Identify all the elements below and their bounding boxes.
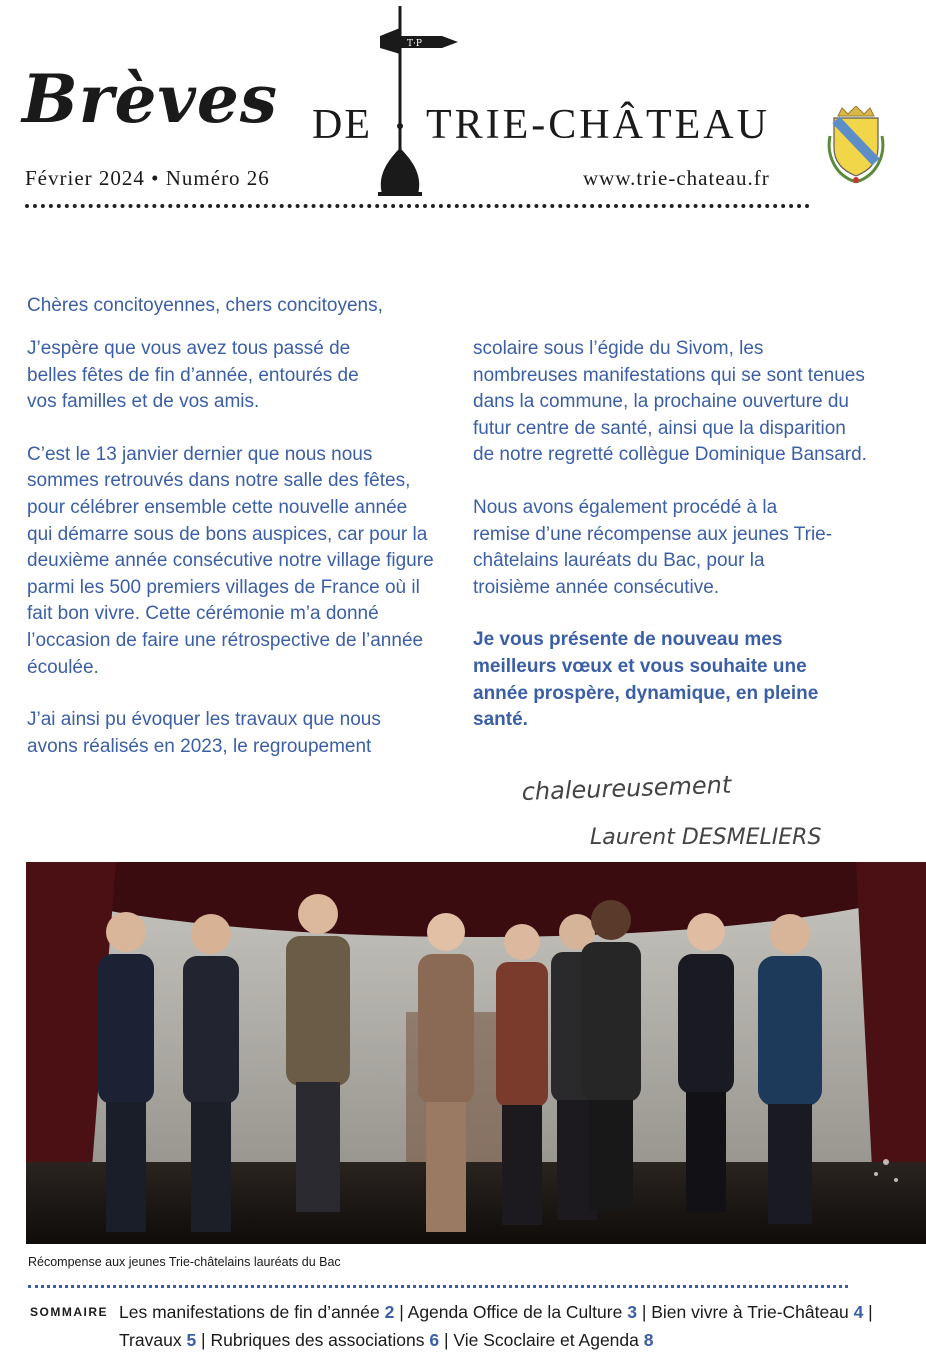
toc-page-number: 4 [853, 1302, 864, 1322]
toc-item-label: Bien vivre à Trie-Château [651, 1302, 854, 1322]
toc-page-number: 2 [384, 1302, 395, 1322]
title-town: TRIE-CHÂTEAU [426, 102, 770, 148]
group-photo [26, 862, 926, 1244]
toc-item-label: Rubriques des associations [210, 1330, 430, 1350]
header-divider [25, 204, 810, 216]
paragraph: J’espère que vous avez tous passé de belles fêtes de fin d’année, entourés de vos familles et de vos amis. [27, 338, 359, 413]
sommaire-label: SOMMAIRE [30, 1305, 108, 1319]
title-de: DE [312, 102, 372, 148]
toc-item-label: Les manifestations de fin d’année [119, 1302, 385, 1322]
signature-line: chaleureusement [521, 770, 732, 806]
coat-of-arms-icon [826, 106, 886, 186]
toc-item-4[interactable] [119, 1330, 196, 1350]
toc-page-number: 3 [627, 1302, 637, 1322]
newsletter-title: Brèves [22, 60, 279, 138]
paragraph: Nous avons également procédé à la remise d’une récompense aux jeunes Trie-châtelains lauréats du Bac, pour la troisième année consécutive. [473, 496, 833, 598]
toc-item-6[interactable] [453, 1330, 653, 1350]
weathervane-icon [372, 6, 462, 196]
letter-greeting: Chères concitoyennes, chers concitoyens, [27, 295, 383, 316]
toc-item-2[interactable] [408, 1302, 637, 1322]
toc-item-label: Vie Scoclaire et Agenda [453, 1330, 644, 1350]
letter-column-right [473, 336, 893, 760]
issue-info: Février 2024 • Numéro 26 [25, 166, 270, 190]
svg-text:T·P: T·P [407, 39, 422, 49]
toc-item-1[interactable] [119, 1302, 394, 1322]
toc-item-label: Travaux [119, 1330, 187, 1350]
closing-wishes: Je vous présente de nouveau mes meilleurs vœux et vous souhaite une année prospère, dynamique, en pleine santé. [473, 629, 819, 731]
toc-item-label: Agenda Office de la Culture [407, 1302, 628, 1322]
paragraph: scolaire sous l’égide du Sivom, les nombreuses manifestations qui se sont tenues dans la commune, la prochaine ouverture du futur centre de santé, ainsi que la disparition de notre regretté collègue Dominique Bansard. [473, 338, 867, 466]
signature-name: Laurent DESMELIERS [590, 825, 822, 850]
website-link[interactable]: www.trie-chateau.fr [583, 166, 770, 190]
toc-page-number: 8 [643, 1330, 654, 1350]
paragraph: C’est le 13 janvier dernier que nous nous sommes retrouvés dans notre salle des fêtes, pour célébrer ensemble cette nouvelle année qui démarre sous de bons auspices, car pour la deuxième année consécutive notre village figure parmi les 500 premiers villages de France où il fait bon vivre. Cette cérémonie m’a donné l’occasion de faire une rétrospective de l’année écoulée. [27, 443, 434, 678]
toc-item-5[interactable] [210, 1330, 439, 1350]
photo-caption: Récompense aux jeunes Trie-châtelains lauréats du Bac [28, 1255, 341, 1269]
toc-page-number: 5 [186, 1330, 197, 1350]
table-of-contents: Les manifestations de fin d’année 2 | Agenda Office de la Culture 3 | Bien vivre à Trie-Château 4 | Travaux 5 | Rubriques des associations 6 | Vie Scoclaire et Agenda 8 [119, 1302, 873, 1350]
toc-item-3[interactable] [651, 1302, 863, 1322]
toc-page-number: 6 [429, 1330, 440, 1350]
paragraph: J’ai ainsi pu évoquer les travaux que nous avons réalisés en 2023, le regroupement [27, 709, 381, 757]
mayor-signature [520, 766, 880, 852]
letter-column-left [27, 336, 447, 786]
footer-divider [28, 1285, 848, 1294]
